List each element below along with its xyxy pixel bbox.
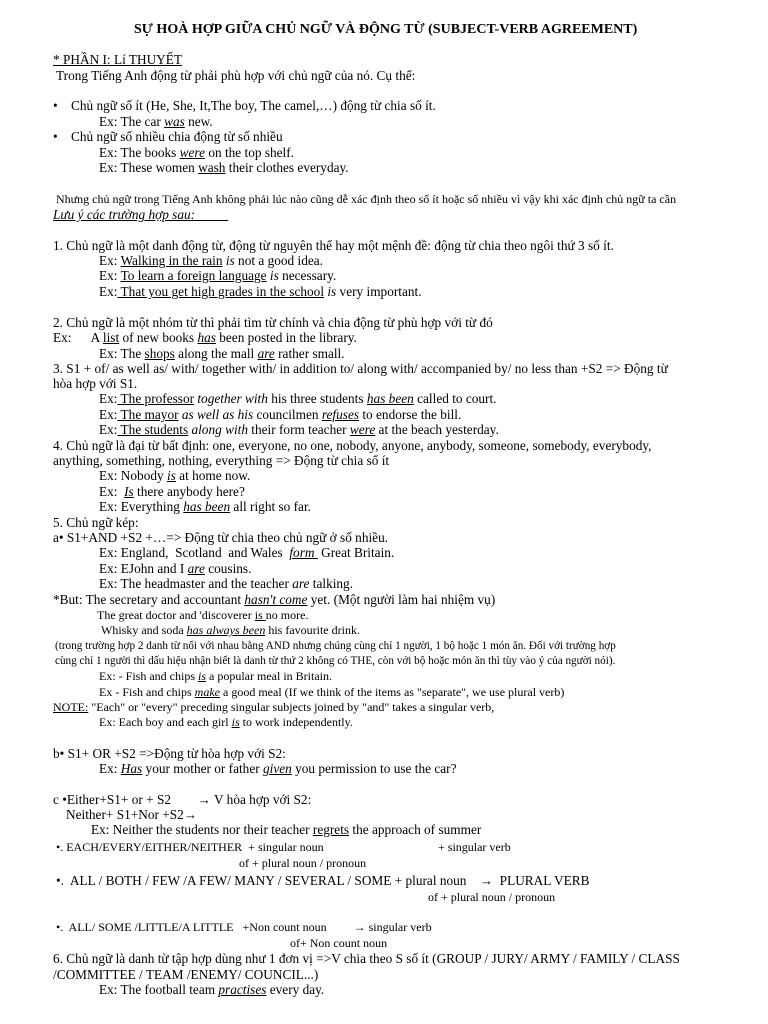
rule-3-line-1: 3. S1 + of/ as well as/ with/ together with/ in addition to/ along with/ accompanied by/ no less than +S2 => Động từ <box>53 361 668 376</box>
each-every-of: of + plural noun / pronoun <box>239 856 367 870</box>
all-some-of: of+ Non count noun <box>290 936 388 950</box>
note-each-every: NOTE: "Each" or "every" preceding singular subjects joined by "and" takes a singular verb, <box>53 700 495 714</box>
rule-5b-example: Ex: Has your mother or father given you permission to use the car? <box>99 761 457 776</box>
but-example-1: The great doctor and 'discoverer is no more. <box>97 608 309 622</box>
rule-4-example-2: Ex: Is there anybody here? <box>99 484 245 499</box>
rule-4-line-2: anything, something, nothing, everything => Động từ chia số ít <box>53 453 390 468</box>
example-car: Ex: The car was new. <box>99 114 213 129</box>
example-women: Ex: These women wash their clothes everyday. <box>99 160 349 175</box>
rule-1: 1. Chủ ngữ là một danh động từ, động từ nguyên thể hay một mệnh đề: động từ chia theo ngôi thứ 3 số ít. <box>53 238 614 253</box>
rule-6-line-1: 6. Chủ ngữ là danh từ tập hợp dùng như 1 đơn vị =>V chia theo S số ít (GROUP / JURY/ ARMY / FAMILY / CLASS <box>53 951 680 966</box>
rule-4-line-1: 4. Chủ ngữ là đại từ bất định: one, everyone, no one, nobody, anyone, anybody, someone, somebody, everybody, <box>53 438 652 453</box>
note-intro: Nhưng chủ ngữ trong Tiếng Anh không phải lúc nào cũng dễ xác định theo số ít hoặc số nhiều vì vậy khi xác định chủ ngữ ta cần <box>56 192 677 206</box>
rule-3-example-1: Ex: The professor together with his three students has been called to court. <box>99 391 497 406</box>
rule-5: 5. Chủ ngữ kép: <box>53 515 139 530</box>
rule-5a-example-3: Ex: The headmaster and the teacher are talking. <box>99 576 354 591</box>
but-example-2: Whisky and soda has always been his favourite drink. <box>101 623 360 637</box>
rule-2-example-1: Ex: A list of new books has been posted in the library. <box>53 330 357 345</box>
rule-5a-example-1: Ex: England, Scotland and Wales form Great Britain. <box>99 545 395 560</box>
rule-4-example-1: Ex: Nobody is at home now. <box>99 468 251 483</box>
rule-2: 2. Chủ ngữ là một nhóm từ thì phải tìm từ chính và chia động từ phù hợp với từ đó <box>53 315 493 330</box>
rule-4-example-3: Ex: Everything has been all right so far. <box>99 499 311 514</box>
rule-1-example-3: Ex: That you get high grades in the school is very important. <box>99 284 422 299</box>
all-both-of: of + plural noun / pronoun <box>428 890 556 904</box>
rule-5c-line-1: c •Either+S1+ or + S2 → V hòa hợp với S2: <box>53 792 312 807</box>
each-every-verb: + singular verb <box>438 840 511 854</box>
rule-5c-example: Ex: Neither the students nor their teacher regrets the approach of summer <box>91 822 482 837</box>
intro-text: Trong Tiếng Anh động từ phải phù hợp với chủ ngữ của nó. Cụ thể: <box>56 68 416 83</box>
each-every-rule: •. EACH/EVERY/EITHER/NEITHER + singular noun <box>56 840 324 854</box>
rule-3-line-2: hòa hợp với S1. <box>53 376 138 391</box>
rule-2-example-2: Ex: The shops along the mall are rather small. <box>99 346 345 361</box>
rule-3-example-3: Ex: The students along with their form teacher were at the beach yesterday. <box>99 422 499 437</box>
note-cases: Lưu ý các trường hợp sau: <box>53 207 196 222</box>
but-note: *But: The secretary and accountant hasn't come yet. (Một người làm hai nhiệm vụ) <box>53 592 496 607</box>
paren-note-line-1: (trong trường hợp 2 danh từ nối với nhau bằng AND nhưng chúng cùng chỉ 1 người, 1 bộ hoặc 1 món ăn. Đối với trường hợp <box>55 640 616 652</box>
paren-note-line-2: cùng chỉ 1 người thì dấu hiệu nhận biết là danh từ thứ 2 không có THE, còn với bộ hoặc món ăn thì tùy vào ý của người nói). <box>55 655 616 667</box>
rule-1-example-2: Ex: To learn a foreign language is necessary. <box>99 268 337 283</box>
rule-5c-line-2: Neither+ S1+Nor +S2→ <box>66 807 198 822</box>
part1-heading: * PHẦN I: Lí THUYẾT <box>53 52 183 67</box>
all-both-rule: •. ALL / BOTH / FEW /A FEW/ MANY / SEVERAL / SOME + plural noun → PLURAL VERB <box>56 873 590 888</box>
rule-5b: b• S1+ OR +S2 =>Động từ hòa hợp với S2: <box>53 746 286 761</box>
fish-example-2: Ex - Fish and chips make a good meal (If we think of the items as "separate", we use plural verb) <box>99 685 565 699</box>
all-some-rule: •. ALL/ SOME /LITTLE/A LITTLE +Non count noun → singular verb <box>56 920 432 934</box>
rule-5a-example-2: Ex: EJohn and I are cousins. <box>99 561 252 576</box>
page-title: SỰ HOÀ HỢP GIỮA CHỦ NGỮ VÀ ĐỘNG TỪ (SUBJECT-VERB AGREEMENT) <box>134 22 638 37</box>
rule-6-example: Ex: The football team practises every day. <box>99 982 325 997</box>
rule-1-example-1: Ex: Walking in the rain is not a good idea. <box>99 253 323 268</box>
bullet-singular: • Chủ ngữ số ít (He, She, It,The boy, The camel,…) động từ chia số ít. <box>53 98 436 113</box>
rule-6-line-2: /COMMITTEE / TEAM /ENEMY/ COUNCIL...) <box>53 967 319 982</box>
bullet-plural: • Chủ ngữ số nhiều chia động từ số nhiều <box>53 129 283 144</box>
fish-example-1: Ex: - Fish and chips is a popular meal in Britain. <box>99 669 332 683</box>
example-books: Ex: The books were on the top shelf. <box>99 145 295 160</box>
rule-5a: a• S1+AND +S2 +…=> Động từ chia theo chủ ngữ ở số nhiều. <box>53 530 389 545</box>
note-example: Ex: Each boy and each girl is to work independently. <box>99 715 353 729</box>
rule-3-example-2: Ex: The mayor as well as his councilmen refuses to endorse the bill. <box>99 407 462 422</box>
